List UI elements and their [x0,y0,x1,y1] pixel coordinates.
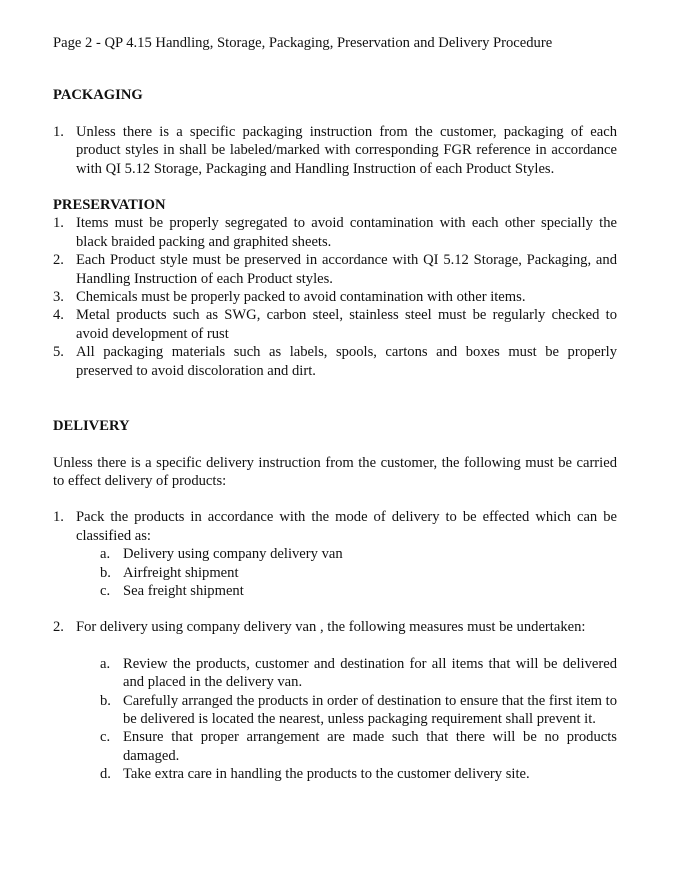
list-item [53,508,617,545]
sub-list-item [100,545,617,563]
list-text: All packaging materials such as labels, spools, cartons and boxes must be properly preserved to avoid discoloration and dirt. [76,344,617,379]
list-text: Each Product style must be preserved in accordance with QI 5.12 Storage, Packaging, and Handling Instruction of each Product styles. [76,252,617,287]
sub-list-text: Airfreight shipment [123,564,239,581]
page-header: Page 2 - QP 4.15 Handling, Storage, Packaging, Preservation and Delivery Procedure [53,35,553,51]
delivery-modes-list [53,545,617,600]
list-item [53,618,617,636]
sub-list-item [100,564,617,582]
list-number: 3. [53,289,64,306]
list-item [53,306,617,343]
sub-list-text: Review the products, customer and destination for all items that will be delivered and placed in the delivery van. [123,655,617,691]
delivery-heading: DELIVERY [53,418,130,435]
sub-list-letter: c. [100,729,111,746]
delivery-intro: Unless there is a specific delivery instruction from the customer, the following must be carried to effect delivery of products: [53,454,617,489]
sub-list-letter: c. [100,582,111,599]
sub-list-letter: b. [100,692,111,709]
list-number: 1. [53,509,64,526]
packaging-list [53,123,617,178]
list-item [53,123,617,178]
list-item [53,343,617,380]
list-text: Metal products such as SWG, carbon steel, stainless steel must be regularly checked to avoid development of rust [76,307,617,342]
sub-list-letter: b. [100,564,111,581]
list-text: Pack the products in accordance with the mode of delivery to be effected which can be classified as: [76,509,617,544]
list-item [53,214,617,251]
packaging-heading: PACKAGING [53,87,143,104]
sub-list-item [100,728,617,765]
sub-list-item [100,655,617,692]
delivery-list [53,508,617,545]
list-number: 2. [53,252,64,269]
list-number: 1. [53,123,64,140]
sub-list-item [100,582,617,600]
list-number: 1. [53,215,64,232]
list-number: 2. [53,619,64,636]
list-text: Items must be properly segregated to avoid contamination with each other specially the black braided packing and graphited sheets. [76,215,617,250]
list-text: Unless there is a specific packaging instruction from the customer, packaging of each product styles in shall be labeled/marked with corresponding FGR reference in accordance with QI 5.12 Storage, Packaging and Handling Instruction of each Product Styles. [76,123,617,177]
list-item [53,251,617,288]
preservation-list [53,214,617,380]
delivery-list-2 [53,618,617,636]
sub-list-letter: d. [100,766,111,783]
list-number: 4. [53,307,64,324]
list-number: 5. [53,344,64,361]
sub-list-item [100,692,617,729]
sub-list-text: Carefully arranged the products in order of destination to ensure that the first item to be delivered is located the nearest, unless packaging requirement shall prevent it. [123,692,617,727]
list-text: Chemicals must be properly packed to avoid contamination with other items. [76,289,526,306]
sub-list-text: Ensure that proper arrangement are made such that there will be no products damaged. [123,729,617,764]
van-measures-list [53,655,617,784]
sub-list-text: Delivery using company delivery van [123,546,343,563]
list-item [53,288,617,306]
sub-list-text: Take extra care in handling the products to the customer delivery site. [123,766,530,783]
sub-list-item [100,765,617,783]
sub-list-text: Sea freight shipment [123,582,244,599]
preservation-heading: PRESERVATION [53,197,166,214]
list-text: For delivery using company delivery van , the following measures must be undertaken: [76,619,586,636]
sub-list-letter: a. [100,655,111,672]
sub-list-letter: a. [100,546,111,563]
